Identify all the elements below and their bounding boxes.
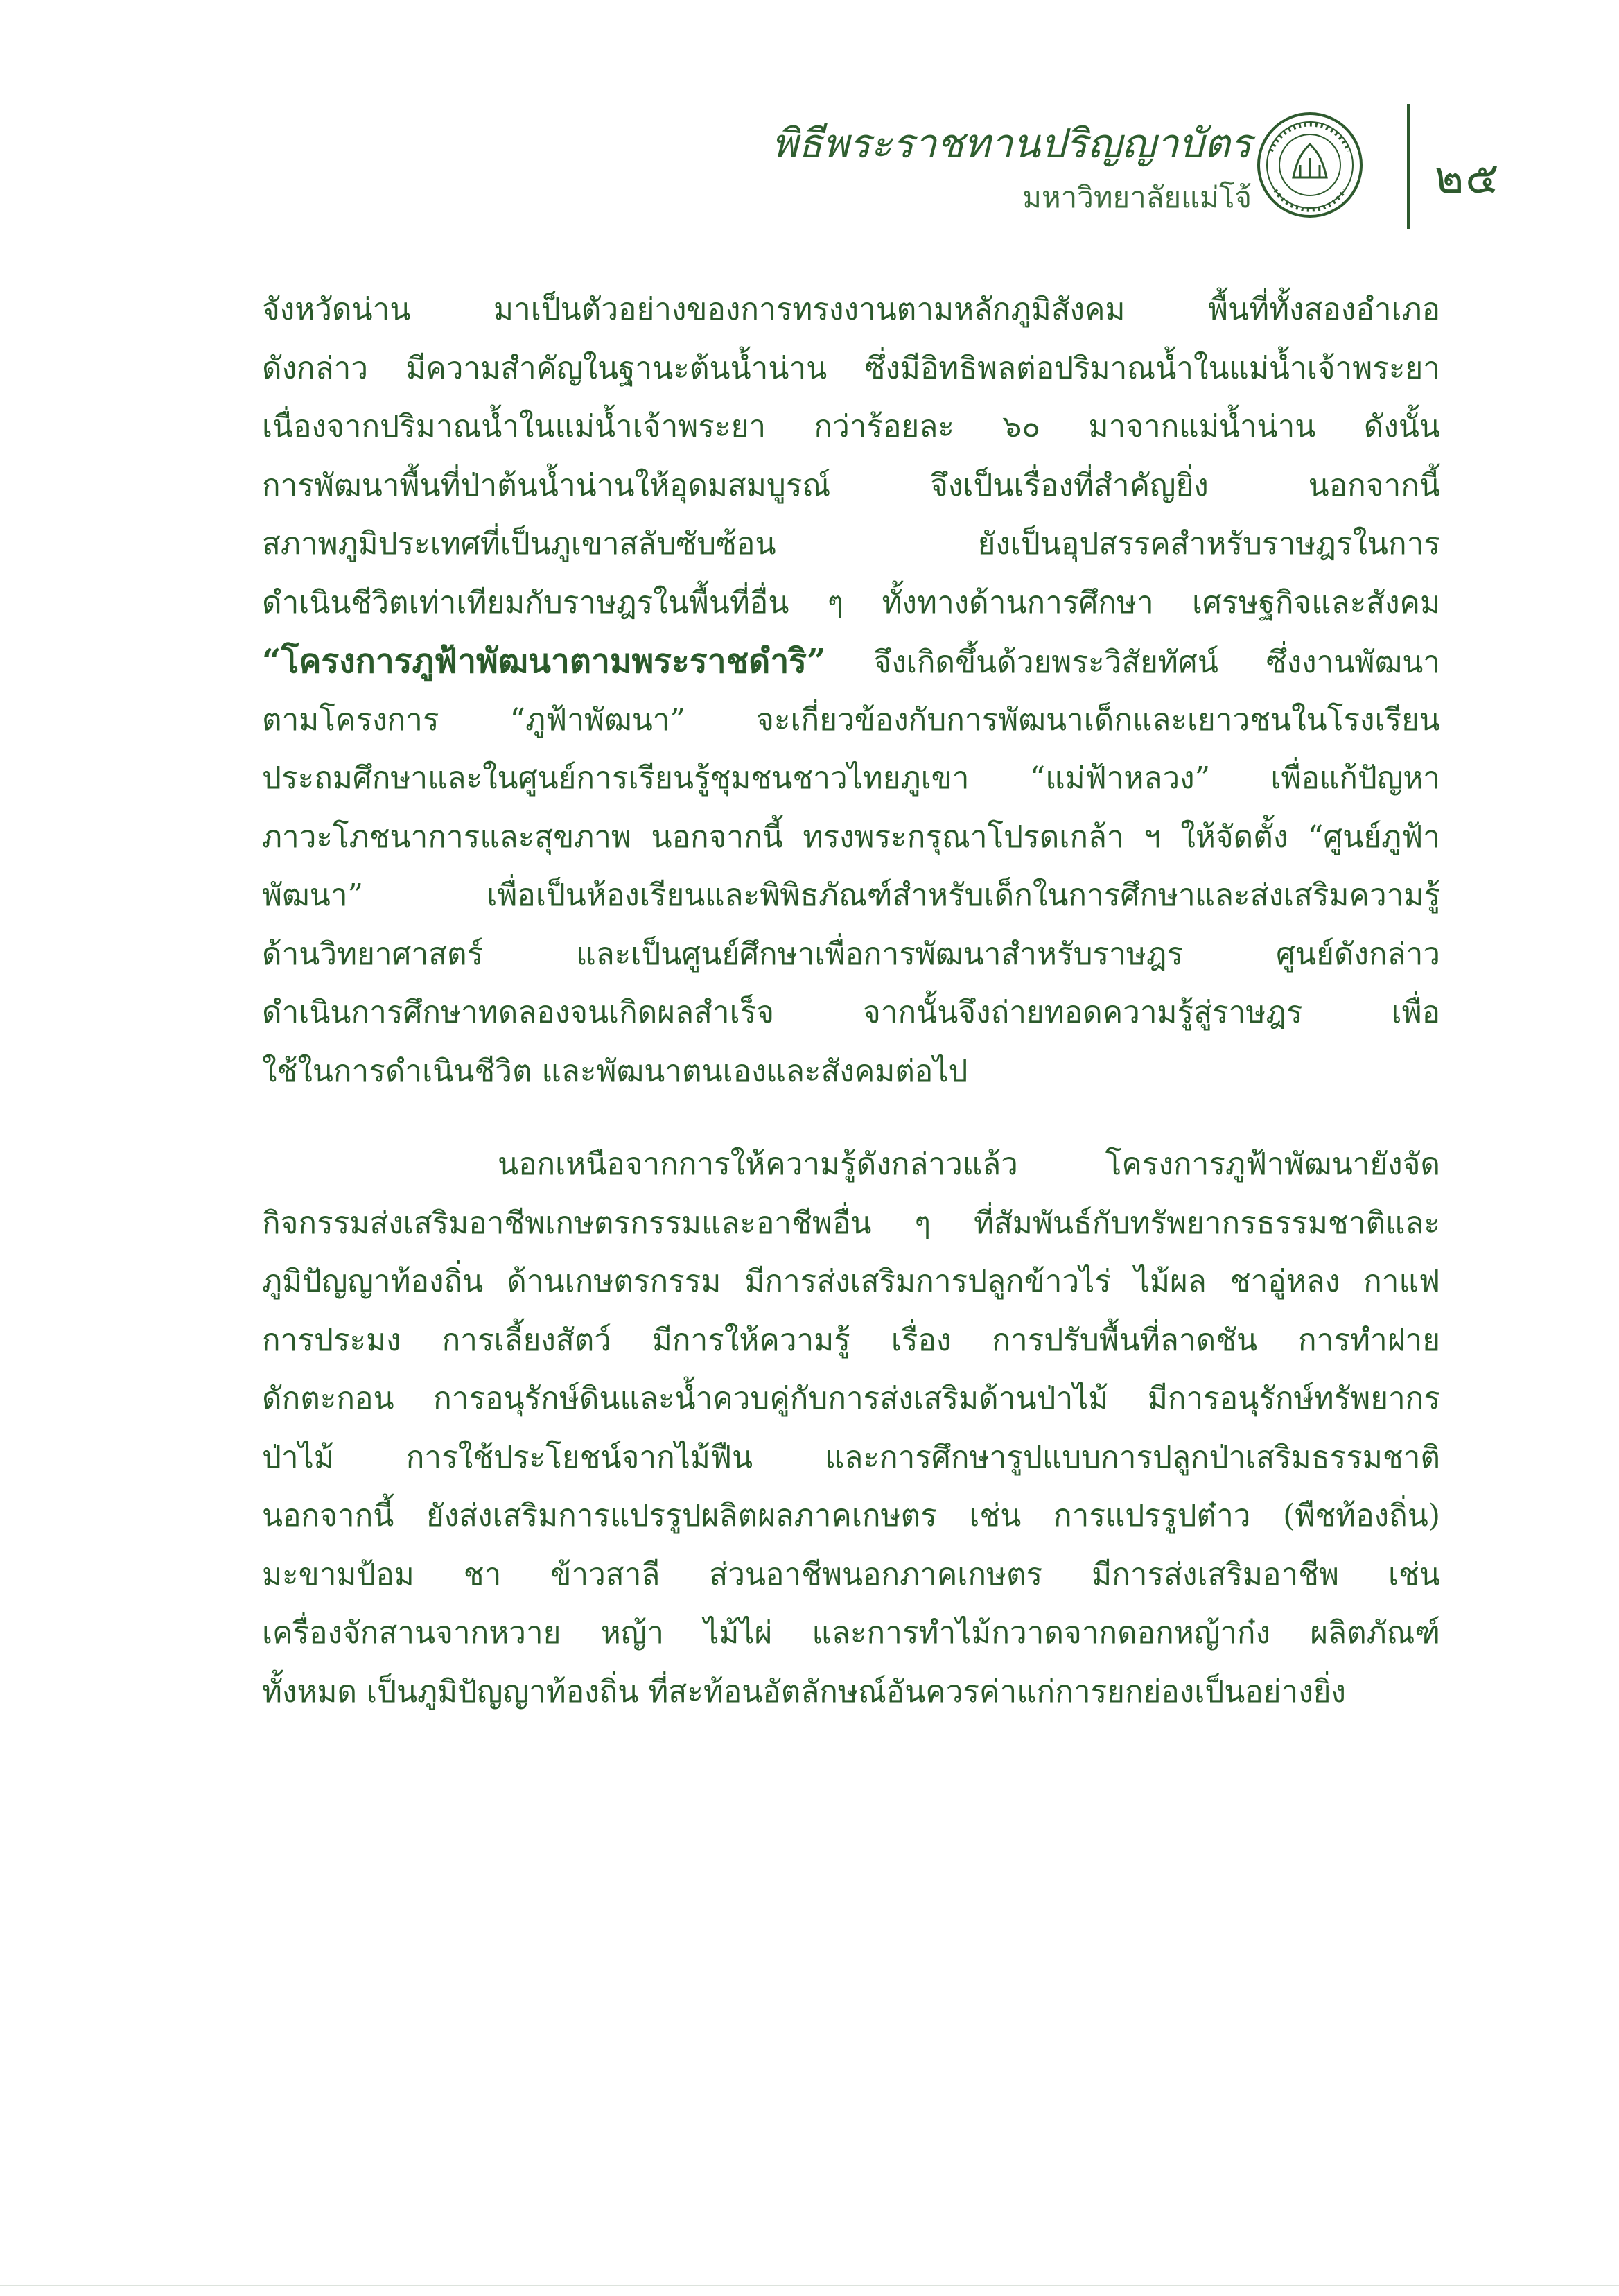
header-title: พิธีพระราชทานปริญญาบัตร [771,120,1252,167]
text-line: ป่าไม้ การใช้ประโยชน์จากไม้ฟืน และการศึกษารูปแบบการปลูกป่าเสริมธรรมชาติ [262,1439,1440,1475]
text-line: การพัฒนาพื้นที่ป่าต้นน้ำน่านให้อุดมสมบูรณ์ จึงเป็นเรื่องที่สำคัญยิ่ง นอกจากนี้ [262,467,1440,503]
text-line: ดำเนินการศึกษาทดลองจนเกิดผลสำเร็จ จากนั้นจึงถ่ายทอดความรู้สู่ราษฎร เพื่อ [262,995,1440,1030]
header-subtitle: มหาวิทยาลัยแม่โจ้ [1022,180,1252,214]
text-line [262,632,1440,691]
text-line: นอกเหนือจากการให้ความรู้ดังกล่าวแล้ว โครงการภูฟ้าพัฒนายังจัด [498,1147,1440,1182]
text-line: พัฒนา” เพื่อเป็นห้องเรียนและพิพิธภัณฑ์สำหรับเด็กในการศึกษาและส่งเสริมความรู้ [262,878,1440,913]
text-line: ด้านวิทยาศาสตร์ และเป็นศูนย์ศึกษาเพื่อการพัฒนาสำหรับราษฎร ศูนย์ดังกล่าว [262,936,1440,972]
text-line: จังหวัดน่าน มาเป็นตัวอย่างของการทรงงานตามหลักภูมิสังคม พื้นที่ทั้งสองอำเภอ [262,292,1440,327]
text-line: ประถมศึกษาและในศูนย์การเรียนรู้ชุมชนชาวไทยภูเขา “แม่ฟ้าหลวง” เพื่อแก้ปัญหา [262,760,1440,796]
text-line: ภาวะโภชนาการและสุขภาพ นอกจากนี้ ทรงพระกรุณาโปรดเกล้า ฯ ให้จัดตั้ง “ศูนย์ภูฟ้า [262,819,1440,855]
page-number: ๒๕ [1435,153,1500,204]
text-line: ดำเนินชีวิตเท่าเทียมกับราษฎรในพื้นที่อื่น ๆ ทั้งทางด้านการศึกษา เศรษฐกิจและสังคม [262,584,1440,620]
university-seal-icon [1254,110,1365,220]
text-line: ดักตะกอน การอนุรักษ์ดินและน้ำควบคู่กับการส่งเสริมด้านป่าไม้ มีการอนุรักษ์ทรัพยากร [262,1381,1440,1416]
text-line: การประมง การเลี้ยงสัตว์ มีการให้ความรู้ เรื่อง การปรับพื้นที่ลาดชัน การทำฝาย [262,1322,1440,1358]
page-bottom-edge [0,2285,1619,2286]
text-line: เนื่องจากปริมาณน้ำในแม่น้ำเจ้าพระยา กว่าร้อยละ ๖๐ มาจากแม่น้ำน่าน ดังนั้น [262,409,1440,444]
text-line: สภาพภูมิประเทศที่เป็นภูเขาสลับซับซ้อน ยังเป็นอุปสรรคสำหรับราษฎรในการ [262,526,1440,562]
body-text [262,281,1440,1721]
text-line: กิจกรรมส่งเสริมอาชีพเกษตรกรรมและอาชีพอื่น ๆ ที่สัมพันธ์กับทรัพยากรธรรมชาติและ [262,1205,1440,1241]
paragraph-gap [262,1101,1440,1136]
text-line: นอกจากนี้ ยังส่งเสริมการแปรรูปผลิตผลภาคเกษตร เช่น การแปรรูปต๋าว (พืชท้องถิ่น) [262,1498,1440,1533]
project-name-bold: “โครงการภูฟ้าพัฒนาตามพระราชดำริ” [262,642,826,681]
text-run: จึงเกิดขึ้นด้วยพระวิสัยทัศน์ ซึ่งงานพัฒนา [825,645,1440,680]
header-divider [1407,104,1410,229]
text-line: ทั้งหมด เป็นภูมิปัญญาท้องถิ่น ที่สะท้อนอัตลักษณ์อันควรค่าแก่การยกย่องเป็นอย่างยิ่ง [262,1673,1346,1710]
text-line: ตามโครงการ “ภูฟ้าพัฒนา” จะเกี่ยวข้องกับการพัฒนาเด็กและเยาวชนในโรงเรียน [262,702,1440,738]
text-line: เครื่องจักสานจากหวาย หญ้า ไม้ไผ่ และการทำไม้กวาดจากดอกหญ้าก๋ง ผลิตภัณฑ์ [262,1615,1440,1651]
text-line: ใช้ในการดำเนินชีวิต และพัฒนาตนเองและสังคมต่อไป [262,1053,968,1089]
text-line: มะขามป้อม ชา ข้าวสาลี ส่วนอาชีพนอกภาคเกษตร มีการส่งเสริมอาชีพ เช่น [262,1556,1440,1592]
text-line: ดังกล่าว มีความสำคัญในฐานะต้นน้ำน่าน ซึ่งมีอิทธิพลต่อปริมาณน้ำในแม่น้ำเจ้าพระยา [262,350,1440,386]
text-line: ภูมิปัญญาท้องถิ่น ด้านเกษตรกรรม มีการส่งเสริมการปลูกข้าวไร่ ไม้ผล ชาอู่หลง กาแฟ [262,1264,1440,1299]
